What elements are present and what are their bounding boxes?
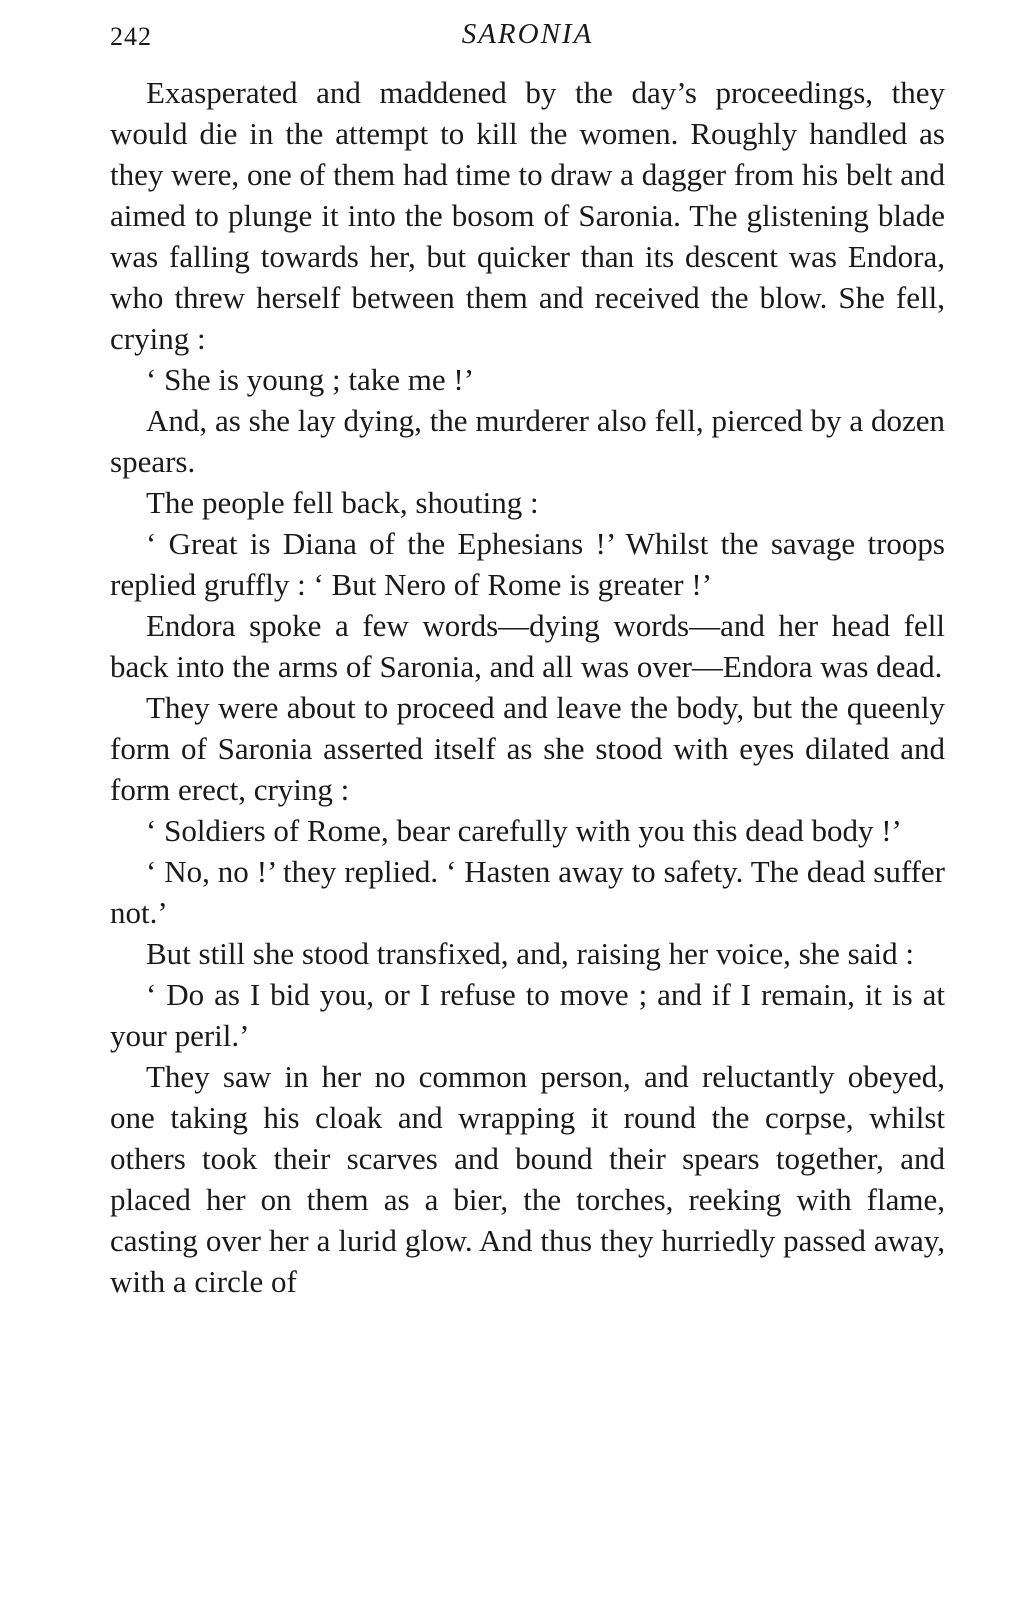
- paragraph: And, as she lay dying, the murderer also fell, pierced by a dozen spears.: [110, 403, 945, 479]
- paragraph: Exasperated and maddened by the day’s proceedings, they would die in the attempt to kill the women. Roughly handled as they were, one of them had time to draw a dagger from his belt and aimed to plunge it into the bosom of Saronia. The glistening blade was falling towards her, but quicker than its descent was Endora, who threw herself between them and received the blow. She fell, crying :: [110, 75, 945, 356]
- paragraph: ‘ Soldiers of Rome, bear carefully with you this dead body !’: [146, 813, 902, 848]
- paragraph: ‘ Do as I bid you, or I refuse to move ; and if I remain, it is at your peril.’: [110, 977, 945, 1053]
- paragraph: ‘ She is young ; take me !’: [146, 362, 475, 397]
- paragraph: The people fell back, shouting :: [146, 485, 539, 520]
- body-text: [110, 72, 945, 1302]
- page-number: 242: [110, 22, 152, 51]
- paragraph: Endora spoke a few words—dying words—and her head fell back into the arms of Saronia, and all was over—Endora was dead.: [110, 608, 945, 684]
- paragraph: They were about to proceed and leave the body, but the queenly form of Saronia asserted itself as she stood with eyes dilated and form erect, crying :: [110, 690, 945, 807]
- paragraph: ‘ Great is Diana of the Ephesians !’ Whilst the savage troops replied gruffly : ‘ But Nero of Rome is greater !’: [110, 526, 945, 602]
- paragraph: ‘ No, no !’ they replied. ‘ Hasten away to safety. The dead suffer not.’: [110, 854, 945, 930]
- running-head: [110, 14, 945, 58]
- paragraph: They saw in her no common person, and reluctantly obeyed, one taking his cloak and wrapping it round the corpse, whilst others took their scarves and bound their spears together, and placed her on them as a bier, the torches, reeking with flame, casting over her a lurid glow. And thus they hurriedly passed away, with a circle of: [110, 1059, 945, 1299]
- running-title: SARONIA: [461, 18, 594, 50]
- paragraph: But still she stood transfixed, and, raising her voice, she said :: [146, 936, 914, 971]
